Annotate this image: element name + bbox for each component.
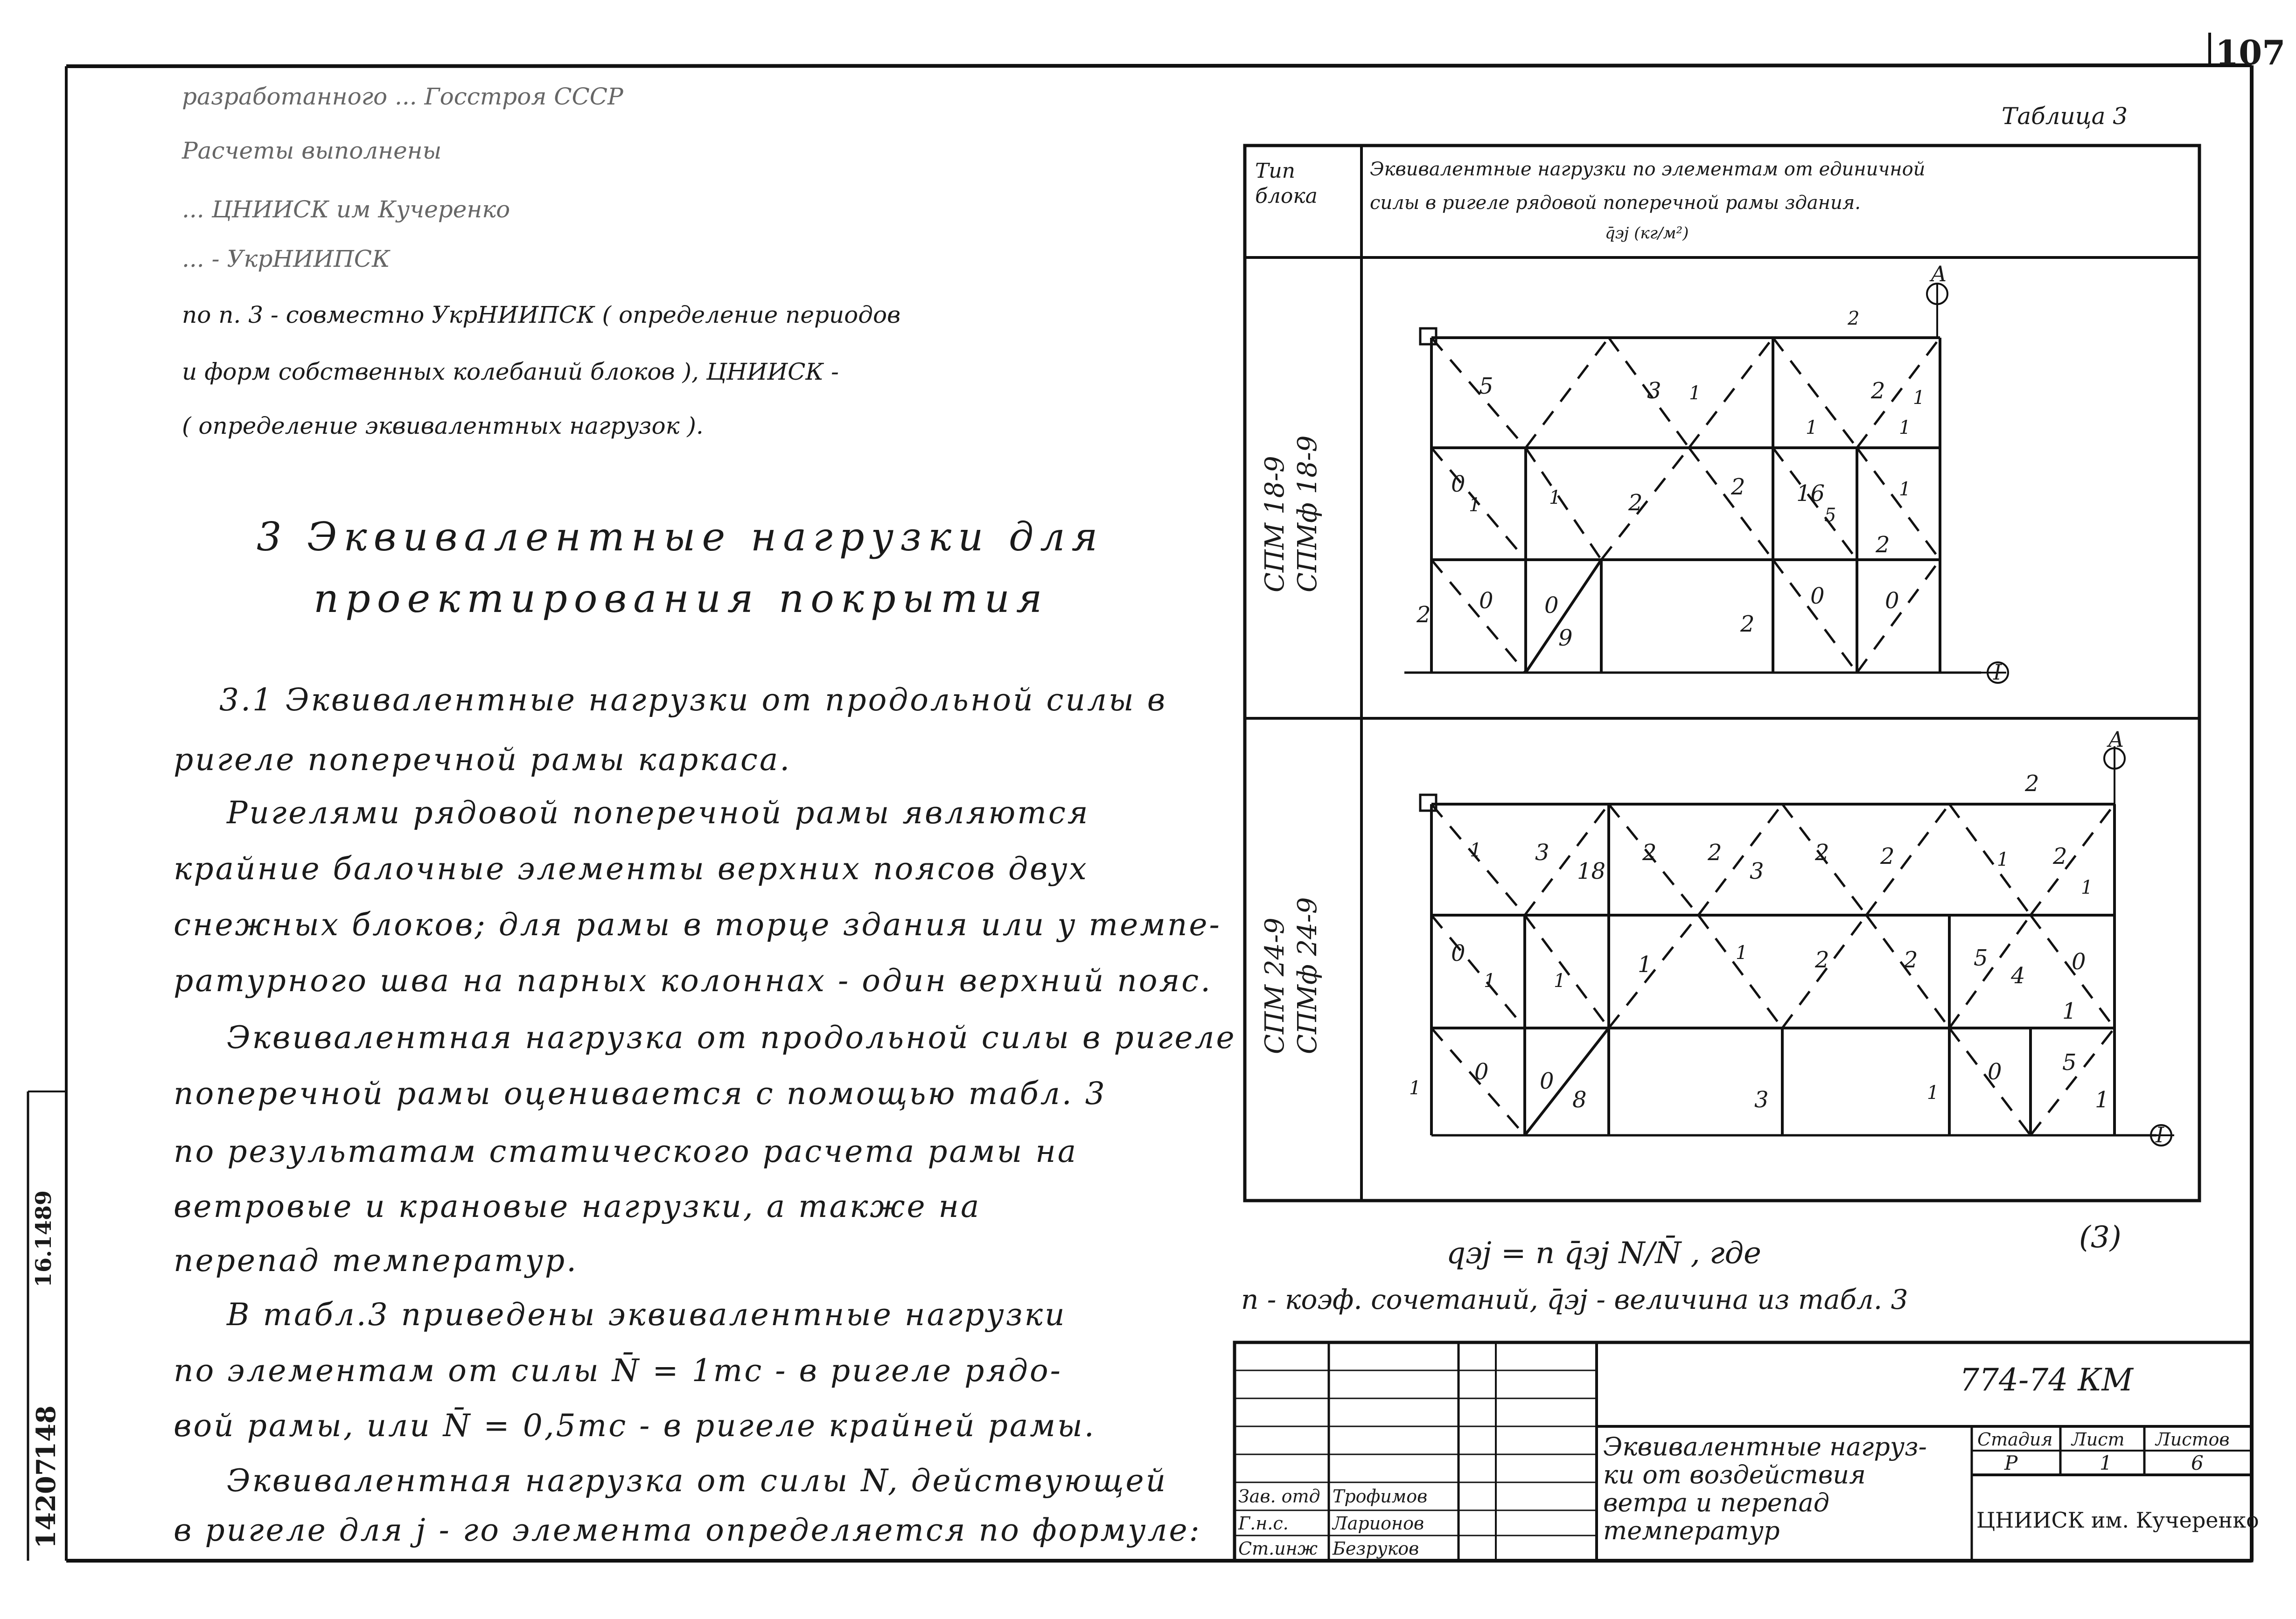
truss-value: 18 <box>1577 858 1606 884</box>
inventory-sub-number: 148 <box>31 1405 62 1460</box>
truss-value: 5 <box>2062 1049 2077 1076</box>
table-col-load-header: силы в ригеле рядовой поперечной рамы здания. <box>1370 192 1861 214</box>
body-line: Эквивалентная нагрузка от силы N, действующей <box>227 1463 1168 1499</box>
truss-value: 5 <box>1974 945 1988 971</box>
formula-number: (3) <box>2079 1220 2122 1255</box>
truss-value: 0 <box>1479 588 1493 614</box>
table-col-load-header: Эквивалентные нагрузки по элементам от единичной <box>1370 159 1926 180</box>
truss-value: 1 <box>1409 1077 1421 1099</box>
truss-value: 2 <box>1642 840 1657 866</box>
truss-value: 1 <box>1554 970 1566 992</box>
body-line: вой рамы, или N̄ = 0,5тс - в ригеле крайней рамы. <box>174 1408 1096 1444</box>
stamp-name: Безруков <box>1333 1538 1419 1559</box>
truss-value: 0 <box>1451 940 1466 966</box>
truss-value: 0 <box>1885 588 1899 614</box>
block-type-label: СПМф 18-9 <box>1292 435 1323 592</box>
head-line: ... ЦНИИСК им Кучеренко <box>182 196 510 223</box>
axis-marker-label: А <box>2108 727 2124 752</box>
truss-value: 2 <box>2025 771 2039 797</box>
section-title-line: 3 Эквивалентные нагрузки для <box>257 514 1104 560</box>
truss-value: 3 <box>1754 1087 1769 1113</box>
formula-note: n - коэф. сочетаний, q̄эj - величина из табл. 3 <box>1241 1284 1908 1315</box>
axis-marker-label: I <box>1993 660 2002 685</box>
truss-value: 0 <box>1540 1068 1554 1094</box>
truss-value: 0 <box>1544 592 1559 618</box>
truss-value: 2 <box>1815 840 1829 866</box>
document-code: 774-74 КМ <box>1960 1362 2133 1398</box>
truss-value: 2 <box>1417 602 1431 628</box>
body-line: крайние балочные элементы верхних поясов двух <box>174 851 1089 887</box>
head-line: разработанного ... Госстроя СССР <box>182 83 623 110</box>
body-line: перепад температур. <box>174 1243 579 1279</box>
truss-value: 0 <box>1988 1059 2002 1085</box>
truss-value: 3 <box>1535 840 1549 866</box>
truss-value: 2 <box>1880 843 1895 869</box>
truss-value: 2 <box>1871 378 1885 404</box>
truss-value: 0 <box>1451 471 1466 497</box>
body-line: В табл.3 приведены эквивалентные нагрузки <box>227 1297 1067 1333</box>
inventory-number: 14207 <box>31 1458 62 1549</box>
sheet-value: 1 <box>2100 1452 2112 1474</box>
stamp-role: Г.н.с. <box>1238 1513 1289 1534</box>
truss-value: 2 <box>2053 843 2067 869</box>
truss-value: 1 <box>2062 998 2077 1024</box>
sheet-header: Лист <box>2072 1429 2125 1450</box>
truss-value: 1 <box>1927 1082 1939 1104</box>
truss-value: 1 <box>2081 877 2093 898</box>
head-line: Расчеты выполнены <box>182 137 442 164</box>
sheets-value: 6 <box>2191 1452 2204 1474</box>
stamp-name: Трофимов <box>1333 1486 1428 1507</box>
head-line: по п. 3 - совместно УкрНИИПСК ( определение периодов <box>182 301 901 328</box>
head-line: ... - УкрНИИПСК <box>182 245 390 272</box>
truss-value: 0 <box>2072 949 2086 975</box>
block-type-label: СПМ 24-9 <box>1260 917 1290 1054</box>
truss-value: 9 <box>1558 625 1573 651</box>
truss-value: 2 <box>1708 840 1722 866</box>
body-line: ветровые и крановые нагрузки, а также на <box>174 1188 981 1224</box>
body-line: Ригелями рядовой поперечной рамы являются <box>227 795 1090 831</box>
truss-value: 1 <box>1470 840 1482 861</box>
body-line: по элементам от силы N̄ = 1тс - в ригеле рядо- <box>174 1353 1062 1389</box>
truss-value: 1 <box>2095 1087 2109 1113</box>
truss-value: 2 <box>1815 947 1829 973</box>
formula: qэj = n q̄эj N/N̄ , где <box>1446 1236 1761 1271</box>
truss-value: 1 <box>1899 479 1911 500</box>
body-line: 3.1 Эквивалентные нагрузки от продольной силы в <box>219 682 1167 718</box>
truss-value: 1 <box>1997 849 2009 870</box>
truss-diagram-2 <box>1420 746 2174 1146</box>
truss-value: 2 <box>1628 490 1643 516</box>
truss-value: 1 <box>1484 970 1496 992</box>
truss-value: 0 <box>1810 583 1825 609</box>
stage-header: Стадия <box>1977 1429 2053 1450</box>
truss-value: 16 <box>1796 480 1825 507</box>
truss-value: 0 <box>1474 1059 1489 1085</box>
stamp-role: Ст.инж <box>1238 1538 1318 1559</box>
truss-value: 1 <box>1689 382 1701 404</box>
body-line: по результатам статического расчета рамы на <box>174 1133 1078 1169</box>
stamp-title: Эквивалентные нагруз- <box>1603 1432 1927 1461</box>
stamp-title: температур <box>1603 1516 1780 1545</box>
axis-marker-label: А <box>1931 261 1947 286</box>
axis-marker-label: I <box>2156 1122 2164 1147</box>
truss-value: 1 <box>1913 387 1925 409</box>
table-col-type-header: Тип блока <box>1255 159 1318 208</box>
block-type-label: СПМ 18-9 <box>1260 456 1290 592</box>
truss-value: 8 <box>1572 1087 1587 1113</box>
truss-value: 2 <box>1740 611 1755 637</box>
page-number: 107 <box>2215 33 2286 72</box>
truss-value: 1 <box>1899 417 1911 438</box>
sheets-header: Листов <box>2156 1429 2230 1450</box>
head-line: ( определение эквивалентных нагрузок ). <box>182 412 704 439</box>
truss-value: 5 <box>1479 373 1493 399</box>
organization: ЦНИИСК им. Кучеренко <box>1976 1508 2259 1533</box>
table-label: Таблица 3 <box>2002 103 2128 130</box>
stamp-title: ки от воздействия <box>1603 1460 1866 1489</box>
truss-value: 2 <box>1848 308 1860 329</box>
truss-value: 1 <box>1638 952 1652 978</box>
truss-value: 5 <box>1824 505 1836 526</box>
body-line: Эквивалентная нагрузка от продольной силы в ригеле <box>227 1020 1236 1056</box>
truss-value: 1 <box>1469 494 1481 516</box>
stamp-role: Зав. отд <box>1238 1486 1320 1507</box>
truss-value: 2 <box>1904 947 1918 973</box>
body-line: поперечной рамы оценивается с помощью табл. 3 <box>174 1076 1107 1112</box>
truss-value: 3 <box>1647 378 1661 404</box>
body-line: ригеле поперечной рамы каркаса. <box>174 742 792 778</box>
stage-value: Р <box>2004 1452 2018 1474</box>
truss-value: 1 <box>1736 942 1748 964</box>
head-line: и форм собственных колебаний блоков ), ЦНИИСК - <box>182 358 839 385</box>
stamp-name: Ларионов <box>1333 1513 1424 1534</box>
truss-value: 1 <box>1549 487 1561 508</box>
body-line: в ригеле для j - го элемента определяется по формуле: <box>174 1512 1201 1548</box>
body-line: ратурного шва на парных колоннах - один верхний пояс. <box>174 963 1213 999</box>
stamp-title: ветра и перепад <box>1603 1488 1829 1517</box>
body-line: снежных блоков; для рамы в торце здания или у темпе- <box>174 907 1221 943</box>
table-col-load-unit: q̄эj (кг/м²) <box>1605 224 1689 243</box>
margin-date: 16.1489 <box>31 1190 56 1287</box>
truss-value: 1 <box>1806 417 1818 438</box>
truss-value: 2 <box>1876 532 1890 558</box>
section-title-line: проектирования покрытия <box>314 576 1049 621</box>
truss-diagram-1 <box>1404 284 2008 683</box>
block-type-label: СПМф 24-9 <box>1292 897 1323 1054</box>
truss-value: 2 <box>1731 474 1745 500</box>
truss-value: 4 <box>2011 963 2025 989</box>
truss-value: 3 <box>1750 858 1764 884</box>
